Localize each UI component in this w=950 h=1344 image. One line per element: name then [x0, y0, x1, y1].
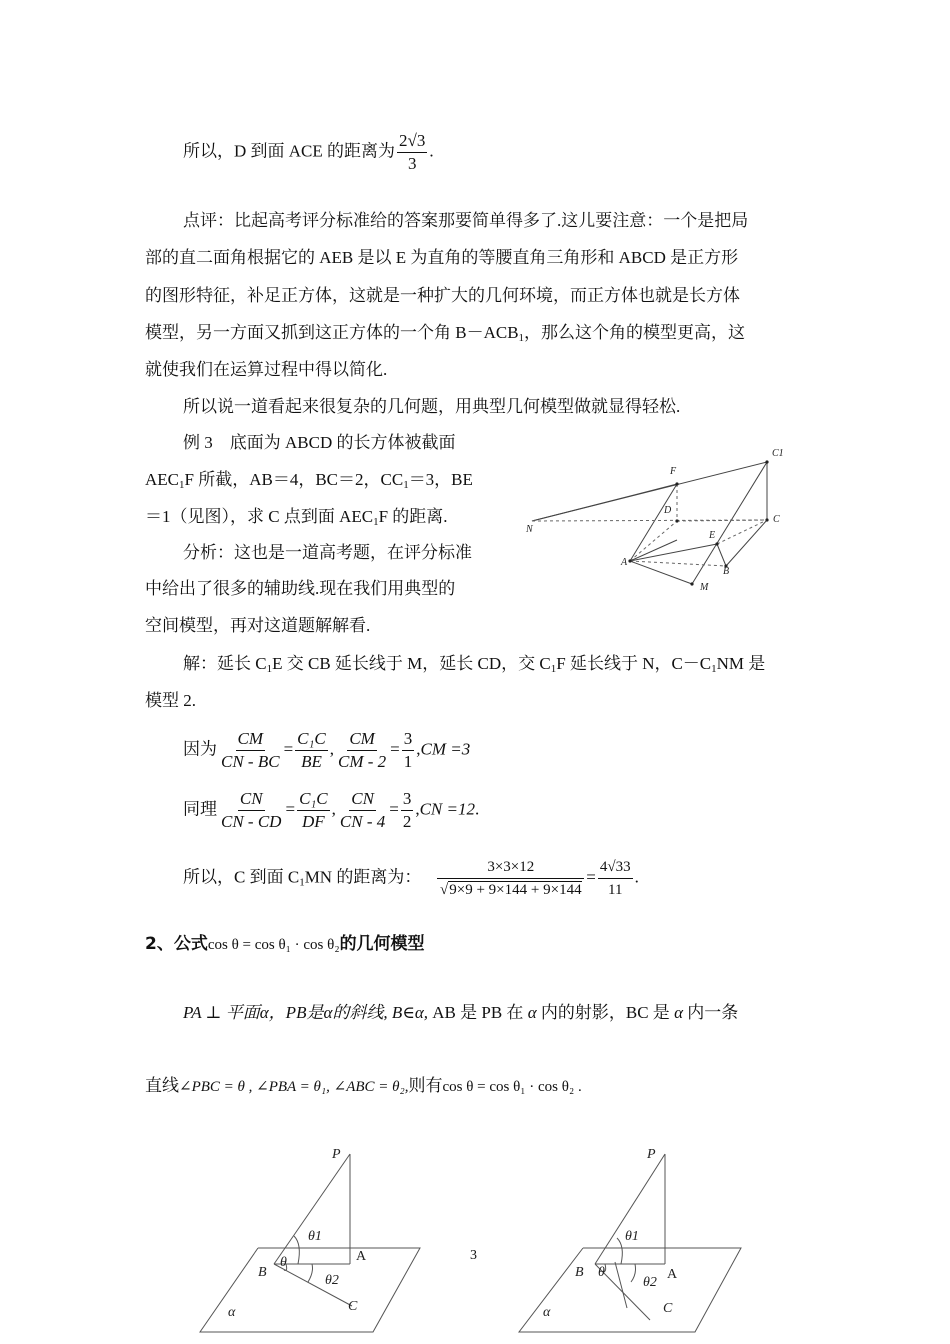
box-figure	[520, 440, 820, 600]
edge-A-F-face	[630, 540, 677, 561]
similarly-label: 同理	[183, 799, 217, 819]
denominator: CN - 4	[339, 812, 386, 831]
text: 直线	[145, 1076, 179, 1095]
fraction	[402, 728, 415, 773]
comment-line-2: 部的直二面角根据它的 AEB 是以 E 为直角的等腰直角三角形和 ABCD 是正方形	[145, 248, 739, 267]
result-fraction	[598, 856, 633, 901]
conclusion-line	[183, 130, 434, 175]
analysis-line-3: 空间模型，再对这道题解解看.	[145, 616, 371, 635]
fraction	[401, 788, 414, 833]
denominator: 11	[608, 882, 623, 898]
subscript: 1	[403, 479, 409, 491]
label-C: C	[773, 514, 780, 525]
example3-line-3	[145, 499, 448, 540]
label-P: P	[647, 1147, 656, 1162]
angle-definitions: ∠PBC = θ , ∠PBA = θ₁, ∠ABC = θ₂,	[179, 1079, 409, 1095]
label-A: A	[667, 1267, 678, 1282]
text: NM 是	[716, 654, 766, 673]
edge-N-F	[532, 484, 677, 521]
distance-line: 所以，C 到面 $C_1MN$ 的距离为： $\frac{3\times 3\times 12}{√9\times 9 + 9\times 144 + 9\times 144}$ = $\frac{4√33}{11}$ .	[183, 856, 639, 901]
label-alpha: α	[543, 1305, 551, 1320]
denominator: 2	[402, 812, 412, 831]
label-N: N	[526, 524, 533, 535]
text: ＝3，BE	[408, 470, 473, 489]
section-2-heading	[145, 926, 425, 963]
edge-B-C	[726, 520, 767, 566]
denominator: CM - 2	[338, 752, 387, 771]
fraction	[297, 788, 330, 833]
text: ＝1（见图），求 C 点到面 AEC	[145, 507, 374, 526]
alpha-symbol: α	[527, 1003, 537, 1022]
label-P: P	[332, 1147, 341, 1162]
denominator: DF	[302, 812, 325, 831]
numerator: 4√33	[598, 856, 633, 879]
distance-fraction-big	[437, 856, 584, 901]
text: F 的距离.	[378, 507, 448, 526]
analysis-line-2: 中给出了很多的辅助线.现在我们用典型的	[145, 579, 456, 598]
section-title: 的几何模型	[339, 934, 425, 954]
label-F: F	[670, 466, 677, 477]
label-A: A	[621, 557, 628, 568]
subscript: 1	[711, 663, 717, 675]
model-line-1	[183, 995, 738, 1031]
label-theta2: θ2	[325, 1273, 339, 1288]
solution-line-2: 模型 2.	[145, 691, 196, 710]
label-theta1: θ1	[625, 1229, 639, 1244]
numerator: CM	[236, 728, 266, 751]
subscript: 1	[373, 516, 379, 528]
denominator: BE	[301, 752, 322, 771]
label-theta: θ	[280, 1255, 287, 1270]
model-line-2	[145, 1068, 582, 1105]
comment-line-4	[145, 315, 745, 356]
numerator: CM	[347, 728, 377, 751]
subscript: 1	[266, 663, 273, 675]
text: AB 是 PB 在	[432, 1003, 524, 1022]
numerator: C₁C	[297, 788, 330, 811]
section-formula: cos θ = cos θ₁ · cos θ₂	[207, 937, 340, 953]
edge-F-A	[630, 484, 677, 561]
example3-line-1: 例 3 底面为 ABCD 的长方体被截面	[183, 433, 456, 452]
text: E 交 CB 延长线于 M，延长 CD，交 C	[272, 654, 551, 673]
label-B: B	[575, 1265, 584, 1280]
fraction	[219, 788, 283, 833]
text: AEC	[145, 470, 179, 489]
label-C1: C1	[772, 448, 784, 459]
radicand: 9×9 + 9×144 + 9×144	[449, 882, 582, 898]
text: 所以，C 到面 C	[183, 867, 300, 887]
comment-text: ，那么这个角的模型更高，这	[524, 323, 746, 342]
text: 解：延长 C	[183, 654, 267, 673]
fraction	[219, 728, 282, 773]
arc-theta2	[631, 1264, 636, 1282]
numerator: C₁C	[295, 728, 328, 751]
subscript: 1	[179, 479, 185, 491]
fraction-numerator: 2√3	[397, 130, 427, 153]
edge-C1-M	[692, 462, 767, 584]
solution-line-1	[183, 646, 765, 687]
subscript: 1	[299, 876, 305, 889]
arc-theta1	[294, 1236, 299, 1264]
text: MN 的距离为：	[304, 867, 422, 887]
label-A: A	[356, 1249, 367, 1264]
label-B: B	[258, 1265, 267, 1280]
text: 则有	[408, 1076, 443, 1095]
fraction	[338, 788, 387, 833]
label-C: C	[663, 1301, 673, 1316]
page-number: 3	[470, 1248, 477, 1263]
conclusion-text: 所以，D 到面 ACE 的距离为	[183, 141, 396, 161]
comment-text: 模型，另一方面又抓到这正方体的一个角 B－ACB	[145, 323, 519, 342]
section-number: 2、公式	[145, 934, 208, 954]
result: CM =3	[420, 739, 471, 759]
denominator: CN - CD	[221, 812, 282, 831]
text: PA ⊥ 平面α，PB是α的斜线, B∈α,	[183, 1003, 429, 1022]
subscript: 1	[550, 663, 557, 675]
text: 内一条	[687, 1003, 739, 1022]
label-M: M	[700, 582, 709, 593]
fraction-denominator: 3	[407, 154, 417, 173]
numerator: 3	[401, 788, 414, 811]
arc-theta2	[308, 1264, 313, 1282]
text: F 延长线于 N，C－C	[556, 654, 712, 673]
period: .	[429, 141, 434, 161]
label-theta1: θ1	[308, 1229, 322, 1244]
arc-theta1	[617, 1238, 622, 1264]
edge-A-M	[630, 561, 692, 584]
summary-line: 所以说一道看起来很复杂的几何题，用典型几何模型做就显得轻松.	[183, 397, 681, 416]
label-E: E	[709, 530, 716, 541]
segment-BC-aux	[615, 1262, 627, 1308]
comment-line-3: 的图形特征，补足正方体，这就是一种扩大的几何环境，而正方体也就是长方体	[145, 286, 740, 305]
label-B: B	[723, 566, 730, 577]
distance-fraction	[397, 130, 427, 175]
numerator: CN	[238, 788, 265, 811]
label-alpha: α	[228, 1305, 236, 1320]
denominator: CN - BC	[221, 752, 280, 771]
label-C: C	[348, 1299, 358, 1314]
edge-A-E	[630, 544, 717, 561]
hidden-A-D	[630, 521, 677, 561]
text: 内的射影，BC 是	[540, 1003, 670, 1022]
similarly-equation: 同理 $\frac{CN}{CN - CD}$ = $\frac{\text{C₁C}}{DF}$ , $\frac{CN}{CN - 4}$ = $\frac{3}{2}$ ,CN =12.	[183, 789, 480, 831]
denominator: √9×9 + 9×144 + 9×144	[440, 882, 582, 898]
formula: cos θ = cos θ₁ · cos θ₂ .	[442, 1079, 582, 1095]
denominator: 1	[403, 752, 413, 771]
numerator: CN	[349, 788, 376, 811]
example3-line-2	[145, 462, 473, 503]
text: F 所截，AB＝4，BC＝2，CC	[184, 470, 404, 489]
figure-right	[505, 1140, 745, 1340]
alpha-symbol: α	[674, 1003, 683, 1022]
fraction	[295, 728, 328, 773]
result: CN =12	[419, 799, 475, 819]
comment-line-1: 点评：比起高考评分标准给的答案那要简单得多了.这儿要注意：一个是把局	[183, 211, 749, 230]
figure-left	[190, 1140, 430, 1340]
hidden-A-B	[630, 561, 726, 566]
plane-alpha	[519, 1248, 741, 1332]
because-label: 因为	[183, 739, 217, 759]
comment-line-5: 就使我们在运算过程中得以简化.	[145, 360, 388, 379]
label-D: D	[664, 505, 672, 516]
numerator: 3×3×12	[437, 856, 584, 879]
analysis-line-1: 分析：这也是一道高考题，在评分标准	[183, 543, 472, 562]
label-theta: θ	[598, 1265, 605, 1280]
subscript: 1	[518, 332, 525, 344]
edge-E-B	[717, 544, 726, 566]
numerator: 3	[402, 728, 415, 751]
label-theta2: θ2	[643, 1275, 657, 1290]
because-equation: 因为 $\frac{CM}{CN - BC}$ = $\frac{\text{C₁C}}{BE}$ , $\frac{CM}{CM - 2}$ = $\frac{3}{1}$ ,CM =3	[183, 729, 471, 771]
fraction	[336, 728, 388, 773]
